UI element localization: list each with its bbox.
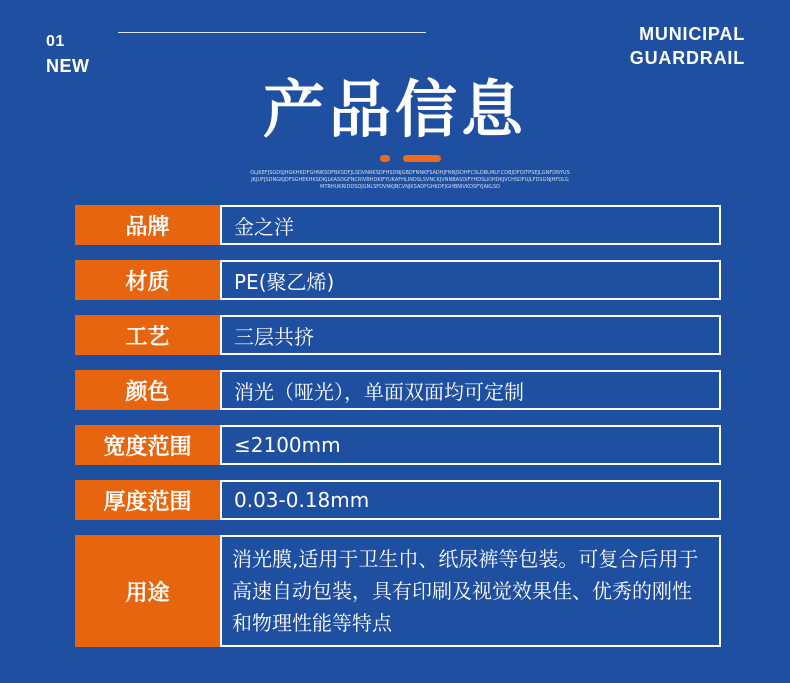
page-title: 产品信息 <box>262 73 527 146</box>
spec-label: 品牌 <box>75 205 220 245</box>
brand-line-1: MUNICIPAL <box>639 24 745 44</box>
spec-table <box>75 205 721 662</box>
spec-value: 三层共挤 <box>220 315 721 355</box>
spec-value: 0.03-0.18mm <box>220 480 721 520</box>
spec-label: 材质 <box>75 260 220 300</box>
spec-label: 宽度范围 <box>75 425 220 465</box>
accent-dot <box>380 155 390 162</box>
decorative-fine-print: OLJKEFJSGDSJHGKHKDFGHNKSDFBKSDFJLSDVNRKSDFHSDNJGBDFNNKFSADHJFNNJSDHFCSLDBLMLF.CDBJDFOITPSEJLGNFDNYUSJKJUFJSDNGKJDFSGHEKHKSDKJLKASDGFNCRIVBHDKIFYUKAFHLINDSLSVNCKJVNNBASDIFYHDSLKIHDKJVCHSDFUJLFDSGNJHFDLGMTRHUKRIDDSDJGNLSFDVNKJBCVNJKSADFGHKDFJGHBNIVKDSFYJAKLSD <box>250 170 570 190</box>
spec-value: PE(聚乙烯) <box>220 260 721 300</box>
spec-value: 消光（哑光），单面双面均可定制 <box>220 370 721 410</box>
top-divider <box>118 32 426 33</box>
spec-row-thickness <box>75 480 721 520</box>
spec-label: 用途 <box>75 535 220 647</box>
spec-value: 消光膜,适用于卫生巾、纸尿裤等包装。可复合后用于高速自动包装，具有印刷及视觉效果佳、优秀的刚性和物理性能等特点 <box>220 535 721 647</box>
accent-bar <box>403 155 441 162</box>
spec-value: ≤2100mm <box>220 425 721 465</box>
spec-label: 厚度范围 <box>75 480 220 520</box>
spec-row-color <box>75 370 721 410</box>
spec-row-usage <box>75 535 721 647</box>
spec-value: 金之洋 <box>220 205 721 245</box>
new-label: NEW <box>46 56 90 76</box>
spec-label: 颜色 <box>75 370 220 410</box>
section-number: 01 <box>46 33 65 50</box>
brand-line-2: GUARDRAIL <box>629 48 745 68</box>
spec-row-material <box>75 260 721 300</box>
spec-row-brand <box>75 205 721 245</box>
spec-label: 工艺 <box>75 315 220 355</box>
spec-row-width <box>75 425 721 465</box>
spec-row-process <box>75 315 721 355</box>
